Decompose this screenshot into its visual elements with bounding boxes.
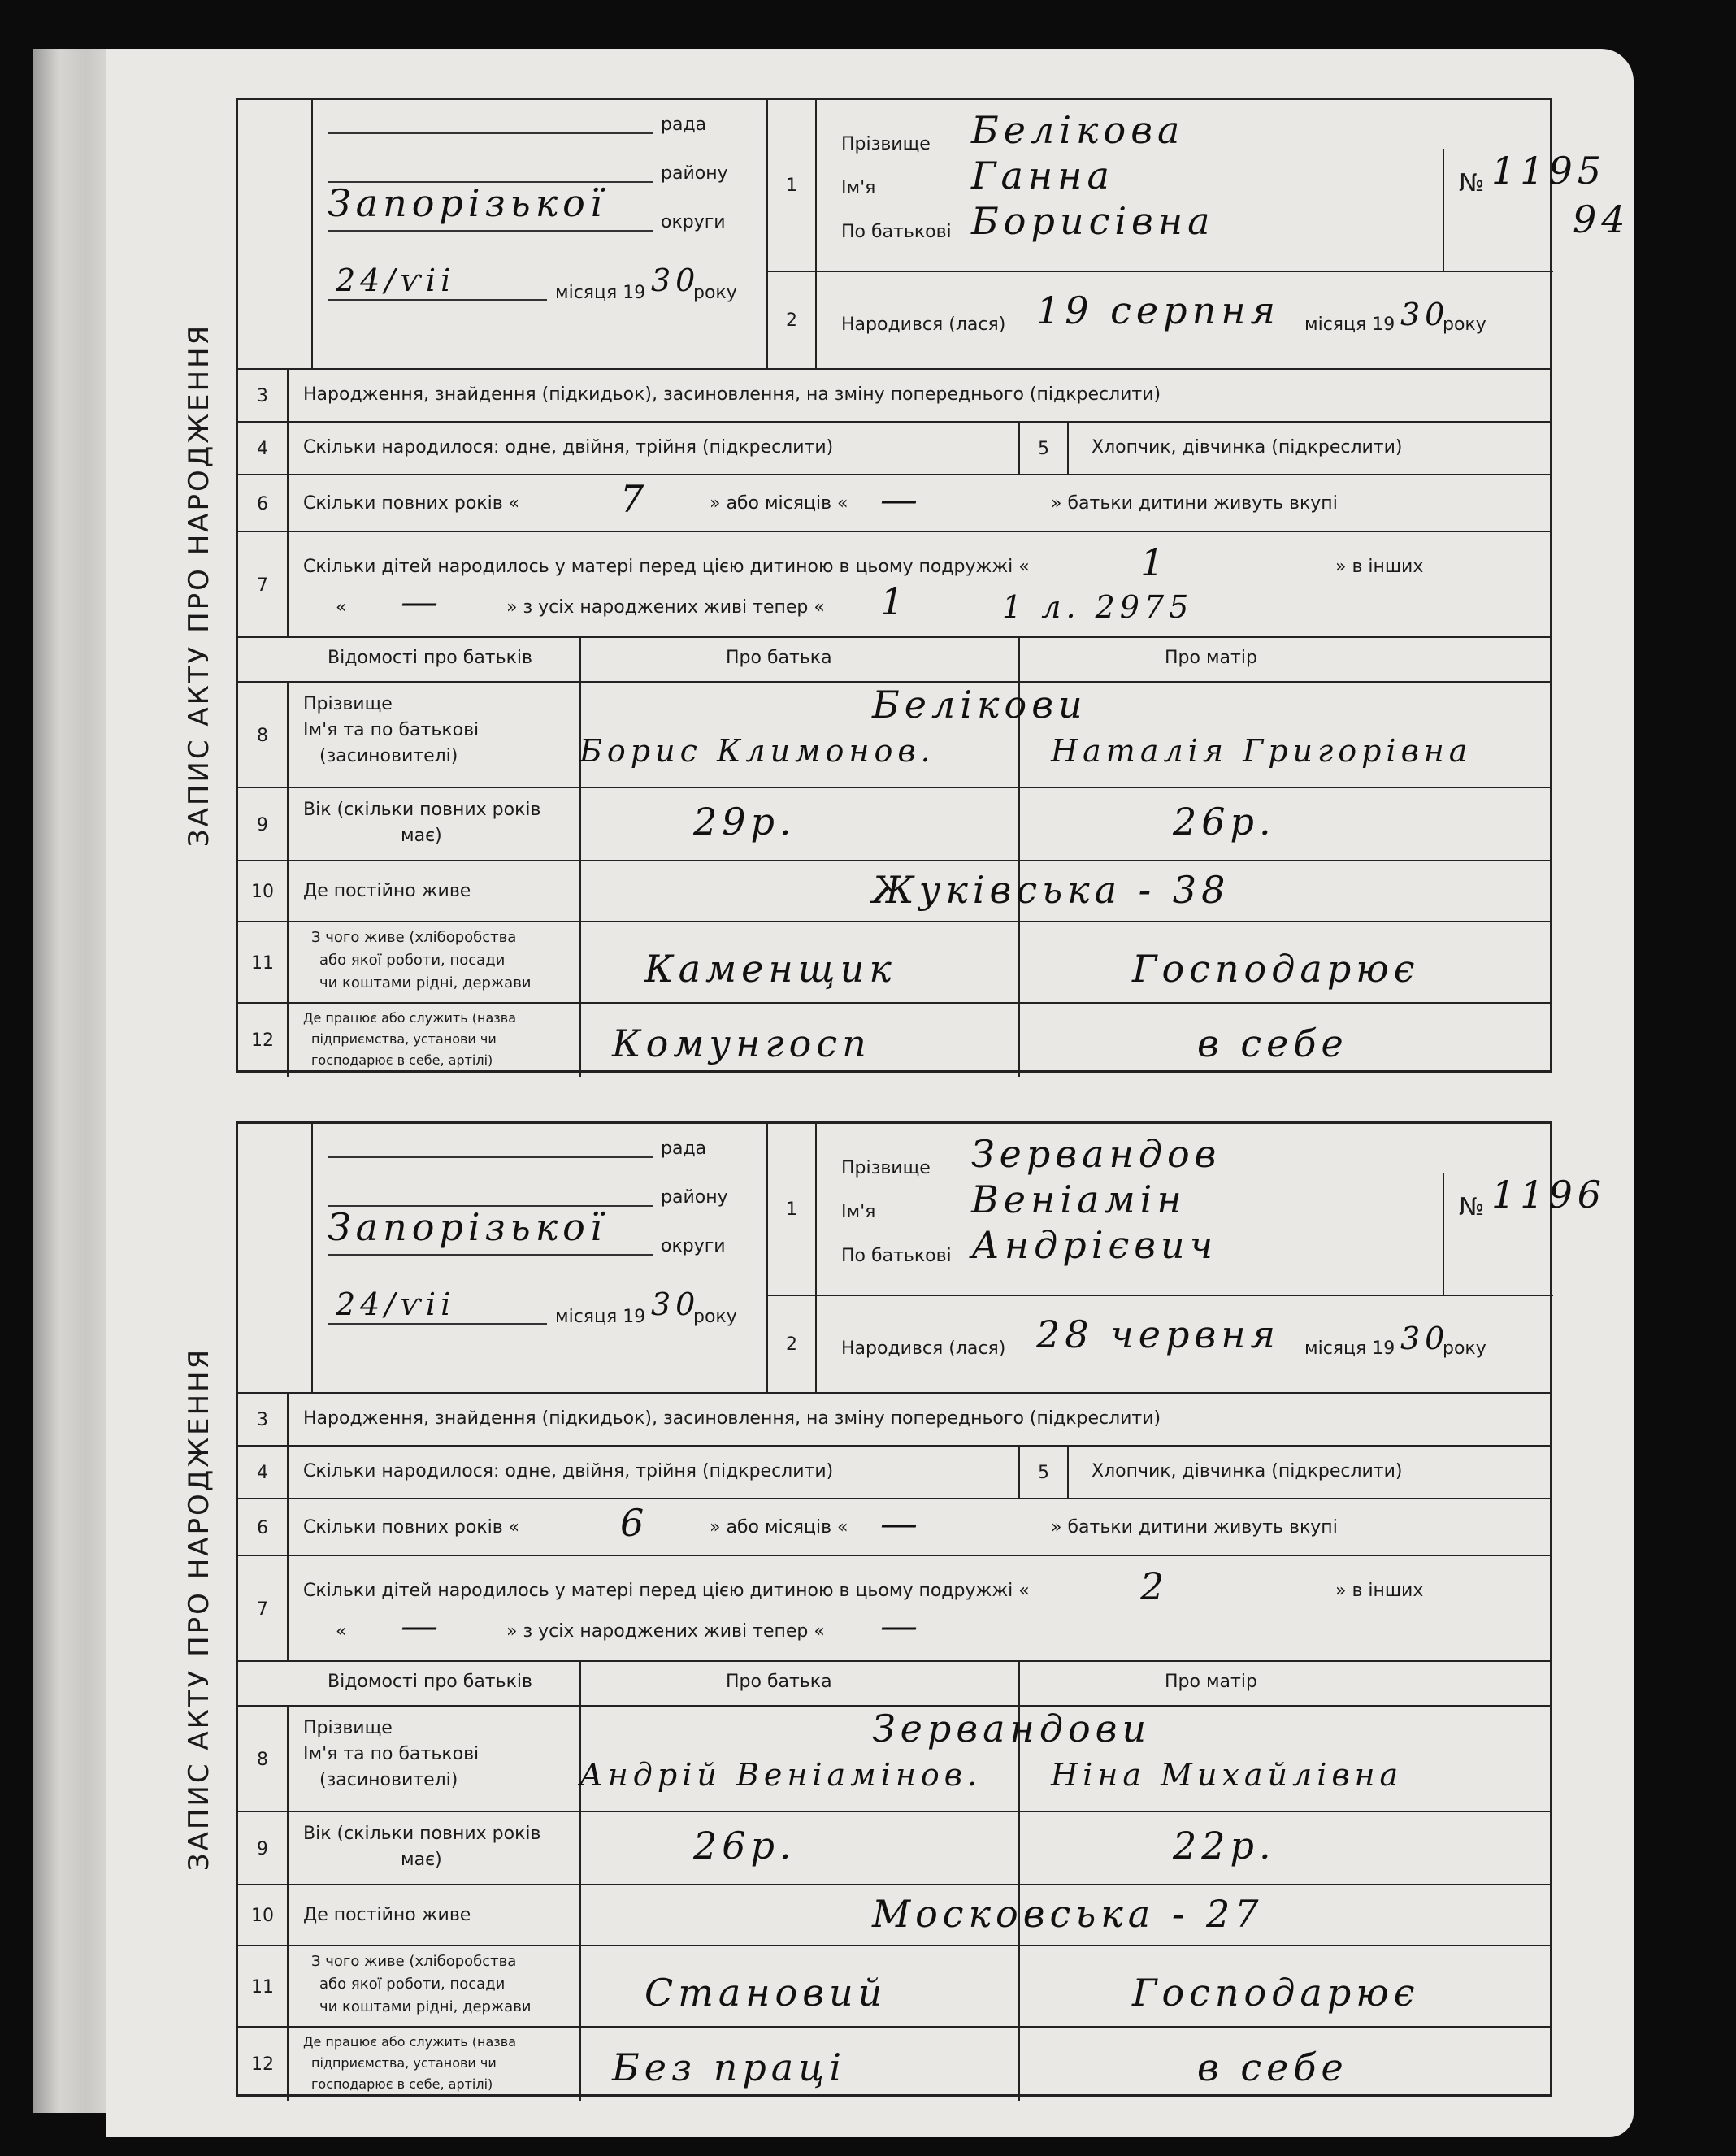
surname-label: Прізвище: [841, 134, 931, 154]
row-4: 4 Скільки народилося: одне, двійня, трійня (підкреслити) 5 Хлопчик, дівчинка (підкреслити): [238, 1445, 1550, 1499]
okrug-value: Запорізької: [328, 181, 607, 225]
row-7-this-marriage: 2: [1140, 1564, 1170, 1608]
father-header: Про батька: [726, 648, 832, 668]
row-9-label: має): [401, 826, 442, 846]
born-date: 28 червня: [1036, 1312, 1280, 1356]
row-9: 9 Вік (скільки повних років має) 26р. 22р.: [238, 1811, 1550, 1885]
born-year-label: року: [1443, 1338, 1486, 1359]
name-label: Ім'я: [841, 178, 876, 198]
row-6-years-label: Скільки повних років «: [303, 1517, 520, 1538]
row-6-years: 6: [620, 1501, 649, 1545]
father-workplace: Без праці: [612, 2045, 847, 2089]
margin-note: 1 л. 2975: [1002, 589, 1194, 625]
row-11-label: чи коштами рідні, держави: [319, 974, 532, 991]
row-7-other-label: » в інших: [1335, 1581, 1424, 1601]
birth-date-block: [817, 1295, 1553, 1394]
mother-name: Ніна Михайлівна: [1051, 1757, 1404, 1793]
row-7-alive-label: » з усіх народжених живі тепер «: [506, 1621, 825, 1642]
registration-month-label: місяця 19: [555, 283, 646, 303]
row-7-this-marriage: 1: [1140, 540, 1170, 584]
divider: [311, 100, 313, 368]
divider: [1443, 149, 1445, 271]
child-surname: Белікова: [971, 108, 1185, 152]
born-date: 19 серпня: [1036, 288, 1280, 332]
record-number-label: №: [1459, 169, 1485, 197]
rada-label: рада: [661, 115, 707, 135]
row-5-text: Хлопчик, дівчинка (підкреслити): [1092, 1461, 1403, 1481]
row-7-other-marriages: —: [401, 579, 443, 623]
mother-name: Наталія Григорівна: [1051, 733, 1473, 769]
row-8-label: Ім'я та по батькові: [303, 1744, 480, 1764]
row-6: 6 Скільки повних років « 6 » або місяців « — » батьки дитини живуть вкупі: [238, 1498, 1550, 1556]
row-12-label: підприємства, установи чи: [311, 2055, 497, 2071]
child-patronymic: Андрієвич: [971, 1223, 1218, 1267]
record-number: 1195: [1491, 149, 1607, 193]
father-name: Андрій Веніамінов.: [579, 1757, 982, 1793]
registration-year-label: року: [693, 283, 737, 303]
birth-date-block: [817, 271, 1553, 370]
mother-occupation: Господарює: [1132, 1971, 1420, 2015]
side-title: ЗАПИС АКТУ ПРО НАРОДЖЕННЯ: [183, 323, 216, 848]
registration-year-label: року: [693, 1307, 737, 1327]
born-year-label: року: [1443, 315, 1486, 335]
row-12-label: господарює в себе, артілі): [311, 2076, 493, 2092]
parents-info-header: Відомості про батьків: [328, 648, 532, 668]
father-workplace: Комунгосп: [612, 1022, 871, 1065]
row-12-label: підприємства, установи чи: [311, 1031, 497, 1047]
registration-year: 30: [651, 1286, 701, 1322]
record-number: 1196: [1491, 1173, 1607, 1217]
row-12-label: господарює в себе, артілі): [311, 1052, 493, 1068]
raion-label: району: [661, 1187, 728, 1208]
row-6-years: 7: [620, 477, 649, 521]
parents-surname: Зервандови: [872, 1707, 1152, 1750]
rada-label: рада: [661, 1139, 707, 1159]
father-age: 26р.: [693, 1824, 796, 1868]
row-8: 8 Прізвище Ім'я та по батькові (засиновителі) Белікови Борис Климонов. Наталія Григорівна: [238, 681, 1550, 788]
row-4: 4 Скільки народилося: одне, двійня, трійня (підкреслити) 5 Хлопчик, дівчинка (підкреслити): [238, 421, 1550, 475]
parents-header: [238, 636, 1550, 683]
okrug-label: округи: [661, 1236, 726, 1256]
row-4-text: Скільки народилося: одне, двійня, трійня (підкреслити): [303, 437, 834, 458]
row-6-tail: » батьки дитини живуть вкупі: [1051, 493, 1338, 514]
born-year: 30: [1400, 1321, 1450, 1356]
row-9-label: Вік (скільки повних років: [303, 800, 541, 820]
row-7-alive: 1: [880, 579, 909, 623]
row-12: 12 Де працює або служить (назва підприємства, установи чи господарює в себе, артілі) Без праці в себе: [238, 2026, 1550, 2101]
row-6-months: —: [880, 477, 922, 521]
parents-info-header: Відомості про батьків: [328, 1672, 532, 1692]
row-5-text: Хлопчик, дівчинка (підкреслити): [1092, 437, 1403, 458]
row-9-label: має): [401, 1850, 442, 1870]
row-10-label: Де постійно живе: [303, 1905, 471, 1925]
okrug-value: Запорізької: [328, 1205, 607, 1249]
father-header: Про батька: [726, 1672, 832, 1692]
row-9: 9 Вік (скільки повних років має) 29р. 26р.: [238, 787, 1550, 861]
born-year: 30: [1400, 297, 1450, 332]
row-3-text: Народження, знайдення (підкидьок), засиновлення, на зміну попереднього (підкреслити): [303, 1408, 1161, 1429]
child-patronymic: Борисівна: [971, 199, 1215, 243]
patronymic-label: По батькові: [841, 222, 952, 242]
child-name: Веніамін: [971, 1178, 1187, 1221]
registry-block: [311, 1124, 766, 1392]
row-7-text: Скільки дітей народилось у матері перед цією дитиною в цьому подружжі «: [303, 557, 1030, 577]
father-age: 29р.: [693, 800, 796, 844]
born-month-label: місяця 19: [1304, 1338, 1395, 1359]
row-9-label: Вік (скільки повних років: [303, 1824, 541, 1844]
registration-day: 24/ѵіі: [336, 1286, 456, 1322]
row-4-text: Скільки народилося: одне, двійня, трійня (підкреслити): [303, 1461, 834, 1481]
born-month-label: місяця 19: [1304, 315, 1395, 335]
patronymic-label: По батькові: [841, 1246, 952, 1266]
surname-label: Прізвище: [841, 1158, 931, 1178]
row-3: 3 Народження, знайдення (підкидьок), засиновлення, на зміну попереднього (підкреслити): [238, 368, 1550, 423]
address: Московська - 27: [872, 1892, 1264, 1936]
mother-header: Про матір: [1165, 1672, 1257, 1692]
row-7-alive-label: » з усіх народжених живі тепер «: [506, 597, 825, 618]
row-8: 8 Прізвище Ім'я та по батькові (засиновителі) Зервандови Андрій Веніамінов. Ніна Михайлівна: [238, 1705, 1550, 1812]
parents-surname: Белікови: [872, 683, 1087, 727]
father-occupation: Становий: [644, 1971, 888, 2015]
row-12-label: Де працює або служить (назва: [303, 2034, 517, 2050]
registration-year: 30: [651, 262, 701, 298]
row-number: 2: [766, 1295, 815, 1392]
mother-workplace: в себе: [1197, 2045, 1348, 2089]
row-10: 10 Де постійно живе Жуківська - 38: [238, 860, 1550, 922]
row-11-label: або якої роботи, посади: [319, 952, 506, 969]
mother-workplace: в себе: [1197, 1022, 1348, 1065]
okrug-label: округи: [661, 212, 726, 232]
born-label: Народився (лася): [841, 315, 1006, 335]
row-3: 3 Народження, знайдення (підкидьок), засиновлення, на зміну попереднього (підкреслити): [238, 1392, 1550, 1447]
divider: [1443, 1173, 1445, 1295]
raion-label: району: [661, 163, 728, 184]
record-form: [236, 1121, 1607, 2097]
registry-block: [311, 100, 766, 368]
row-6-months: —: [880, 1501, 922, 1545]
row-8-label: (засиновителі): [319, 746, 458, 766]
parents-header: [238, 1660, 1550, 1707]
child-name: Ганна: [971, 154, 1114, 197]
address: Жуківська - 38: [872, 868, 1230, 912]
row-11: 11 З чого живе (хліборобства або якої роботи, посади чи коштами рідні, держави Становий Господарює: [238, 1945, 1550, 2028]
row-6-months-label: » або місяців «: [710, 1517, 848, 1538]
registration-day: 24/ѵіі: [336, 262, 456, 298]
row-7: 7 Скільки дітей народилось у матері перед цією дитиною в цьому подружжі « 2 » в інших « — » з усіх народжених живі тепер « —: [238, 1555, 1550, 1662]
row-7-text: Скільки дітей народилось у матері перед цією дитиною в цьому подружжі «: [303, 1581, 1030, 1601]
mother-age: 22р.: [1173, 1824, 1276, 1868]
extra-number: 94: [1573, 197, 1630, 241]
row-6-years-label: Скільки повних років «: [303, 493, 520, 514]
row-7-other-marriages: —: [401, 1603, 443, 1647]
row-7-alive: —: [880, 1603, 922, 1647]
divider: [311, 1124, 313, 1392]
father-occupation: Каменщик: [644, 947, 896, 991]
born-label: Народився (лася): [841, 1338, 1006, 1359]
row-10-label: Де постійно живе: [303, 881, 471, 901]
name-label: Ім'я: [841, 1202, 876, 1222]
row-8-label: Прізвище: [303, 1718, 393, 1738]
mother-age: 26р.: [1173, 800, 1276, 844]
row-number: 1: [766, 1124, 815, 1295]
row-11-label: З чого живе (хліборобства: [311, 1953, 517, 1970]
row-6-tail: » батьки дитини живуть вкупі: [1051, 1517, 1338, 1538]
side-title: ЗАПИС АКТУ ПРО НАРОДЖЕННЯ: [183, 1347, 216, 1872]
mother-occupation: Господарює: [1132, 947, 1420, 991]
row-11-label: чи коштами рідні, держави: [319, 1998, 532, 2015]
row-6: 6 Скільки повних років « 7 » або місяців « — » батьки дитини живуть вкупі: [238, 474, 1550, 532]
father-name: Борис Климонов.: [579, 733, 935, 769]
child-surname: Зервандов: [971, 1132, 1222, 1176]
row-11-label: З чого живе (хліборобства: [311, 929, 517, 946]
row-3-text: Народження, знайдення (підкидьок), засиновлення, на зміну попереднього (підкреслити): [303, 384, 1161, 405]
row-number: 1: [766, 100, 815, 271]
child-block: [817, 100, 1630, 271]
row-7-open-quote: «: [336, 597, 347, 618]
row-12: 12 Де працює або служить (назва підприємства, установи чи господарює в себе, артілі) Комунгосп в себе: [238, 1002, 1550, 1077]
row-7: 7 Скільки дітей народилось у матері перед цією дитиною в цьому подружжі « 1 » в інших « — » з усіх народжених живі тепер « 1 1 л. 2975: [238, 531, 1550, 638]
record-number-label: №: [1459, 1193, 1485, 1221]
row-6-months-label: » або місяців «: [710, 493, 848, 514]
row-11-label: або якої роботи, посади: [319, 1976, 506, 1993]
mother-header: Про матір: [1165, 648, 1257, 668]
row-11: 11 З чого живе (хліборобства або якої роботи, посади чи коштами рідні, держави Каменщик Господарює: [238, 921, 1550, 1004]
row-10: 10 Де постійно живе Московська - 27: [238, 1884, 1550, 1946]
registration-month-label: місяця 19: [555, 1307, 646, 1327]
row-7-other-label: » в інших: [1335, 557, 1424, 577]
row-12-label: Де працює або служить (назва: [303, 1010, 517, 1026]
row-8-label: (засиновителі): [319, 1770, 458, 1790]
child-block: [817, 1124, 1607, 1295]
row-number: 2: [766, 271, 815, 368]
record-form: [236, 98, 1630, 1073]
row-7-open-quote: «: [336, 1621, 347, 1642]
row-8-label: Прізвище: [303, 694, 393, 714]
row-8-label: Ім'я та по батькові: [303, 720, 480, 740]
